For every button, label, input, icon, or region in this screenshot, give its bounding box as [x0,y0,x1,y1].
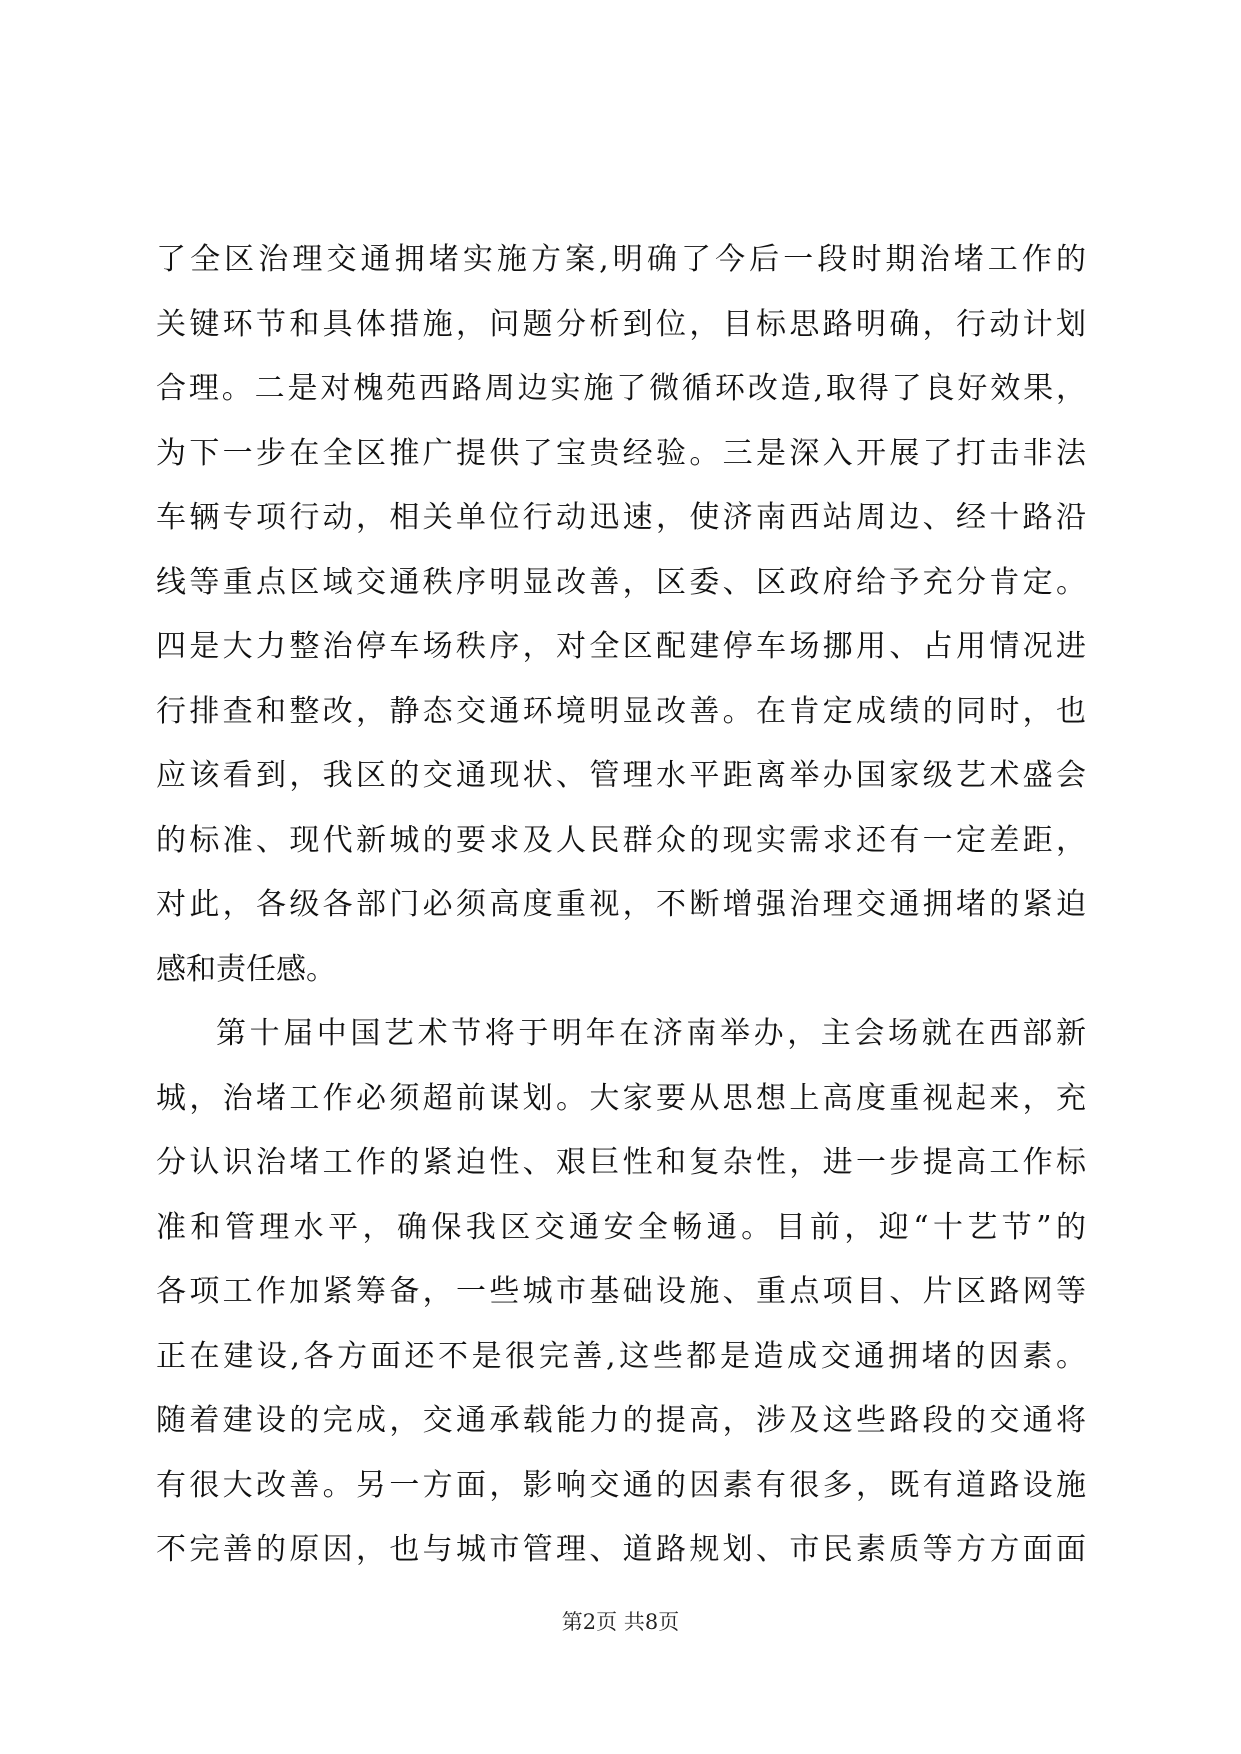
text-line: 准和管理水平，确保我区交通安全畅通。目前，迎“十艺节”的 [156,1209,1086,1245]
text-line: 对此，各级各部门必须高度重视，不断增强治理交通拥堵的紧迫 [156,887,1086,922]
text-line: 应该看到，我区的交通现状、管理水平距离举办国家级艺术盛会 [156,758,1086,793]
text-line: 感和责任感。 [156,951,336,987]
text-line: 车辆专项行动，相关单位行动迅速，使济南西站周边、经十路沿 [156,500,1086,535]
text-line: 线等重点区域交通秩序明显改善，区委、区政府给予充分肯定。 [156,564,1086,600]
document-body [156,228,1086,1583]
text-line: 为下一步在全区推广提供了宝贵经验。三是深入开展了打击非法 [156,435,1086,471]
paragraph-2 [156,1002,1086,1583]
text-line: 不完善的原因，也与城市管理、道路规划、市民素质等方方面面 [156,1532,1086,1567]
text-line: 城，治堵工作必须超前谋划。大家要从思想上高度重视起来，充 [156,1080,1086,1116]
text-line: 合理。二是对槐苑西路周边实施了微循环改造,取得了良好效果， [156,371,1086,406]
text-line: 了全区治理交通拥堵实施方案,明确了今后一段时期治堵工作的 [156,242,1086,277]
text-line: 四是大力整治停车场秩序，对全区配建停车场挪用、占用情况进 [156,629,1086,664]
text-line: 各项工作加紧筹备，一些城市基础设施、重点项目、片区路网等 [156,1274,1086,1309]
text-line: 分认识治堵工作的紧迫性、艰巨性和复杂性，进一步提高工作标 [156,1145,1086,1180]
text-line: 正在建设,各方面还不是很完善,这些都是造成交通拥堵的因素。 [156,1338,1086,1374]
text-line: 行排查和整改，静态交通环境明显改善。在肯定成绩的同时，也 [156,693,1086,729]
paragraph-1 [156,228,1086,1002]
text-line: 随着建设的完成，交通承载能力的提高，涉及这些路段的交通将 [156,1403,1086,1438]
text-line: 的标准、现代新城的要求及人民群众的现实需求还有一定差距， [156,822,1086,858]
text-line: 有很大改善。另一方面，影响交通的因素有很多，既有道路设施 [156,1467,1086,1503]
text-line: 关键环节和具体措施，问题分析到位，目标思路明确，行动计划 [156,306,1086,342]
page-footer: 第2页 共8页 [561,1610,680,1634]
text-line: 第十届中国艺术节将于明年在济南举办，主会场就在西部新 [216,1016,1086,1051]
